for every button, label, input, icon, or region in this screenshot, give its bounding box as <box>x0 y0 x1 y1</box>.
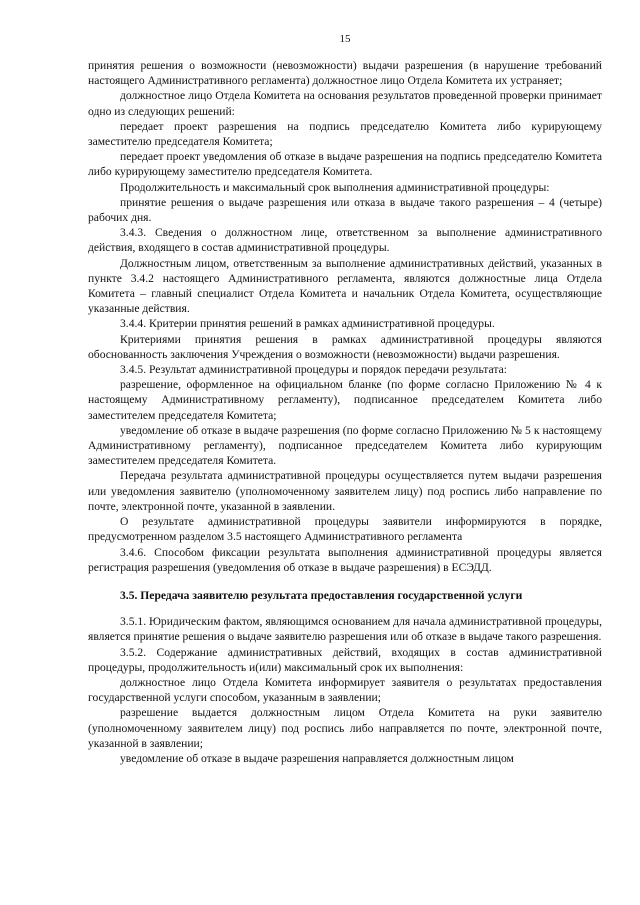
paragraph: должностное лицо Отдела Комитета информирует заявителя о результатах предоставления государственной услуги способом, указанным в заявлении; <box>88 675 602 705</box>
paragraph: принятие решения о выдаче разрешения или отказа в выдаче такого разрешения – 4 (четыре) рабочих дня. <box>88 195 602 225</box>
paragraph: разрешение выдается должностным лицом Отдела Комитета на руки заявителю (уполномоченному заявителем лицу) под роспись либо направляется по почте, электронной почте, указанной в заявлении; <box>88 706 602 750</box>
section-3-4-body <box>88 58 602 575</box>
paragraph: 3.5.2. Содержание административных действий, входящих в состав административной процедуры, продолжительность и(или) максимальный срок их выполнения: <box>88 645 602 674</box>
paragraph: Продолжительность и максимальный срок выполнения административной процедуры: <box>120 180 550 194</box>
paragraph: 3.4.3. Сведения о должностном лице, ответственном за выполнение административного действия, входящего в состав административной процедуры. <box>88 226 602 255</box>
section-heading: 3.5. Передача заявителю результата предоставления государственной услуги <box>120 588 523 602</box>
paragraph: передает проект уведомления об отказе в выдаче разрешения на подпись председателю Комитета либо курирующему заместителю председателя Комитета. <box>88 150 602 179</box>
paragraph: 3.4.6. Способом фиксации результата выполнения административной процедуры является регистрация разрешения (уведомления об отказе в выдаче разрешения) в ЕСЭДД. <box>88 545 602 574</box>
paragraph: должностное лицо Отдела Комитета на основания результатов проведенной проверки принимает одно из следующих решений: <box>88 89 602 118</box>
paragraph: уведомление об отказе в выдаче разрешения (по форме согласно Приложению № 5 к настоящему Административному регламенту), подписанное председателем Комитета либо курирующим заместителем председателя Комитета. <box>88 423 602 468</box>
paragraph: 3.5.1. Юридическим фактом, являющимся основанием для начала административной процедуры, является принятие решения о выдаче заявителю разрешения или об отказе в выдаче такого разрешения. <box>88 615 602 644</box>
paragraph: Критериями принятия решения в рамках административной процедуры являются обоснованность заключения Учреждения о возможности (невозможности) выдачи разрешения. <box>88 332 602 361</box>
section-3-5-body <box>88 614 602 766</box>
paragraph: уведомление об отказе в выдаче разрешения направляется должностным лицом <box>120 751 514 765</box>
paragraph: 3.4.4. Критерии принятия решений в рамках административной процедуры. <box>120 317 495 331</box>
paragraph: Должностным лицом, ответственным за выполнение административных действий, указанных в пункте 3.4.2 настоящего Административного регламента, являются должностные лица Отдела Комитета – главный специалист Отдела Комитета и начальник Отдела Комитета, осуществляющие указанные действия. <box>88 256 602 316</box>
paragraph: передает проект разрешения на подпись председателю Комитета либо курирующему заместителю председателя Комитета; <box>88 119 602 149</box>
paragraph: Передача результата административной процедуры осуществляется путем выдачи разрешения или уведомления заявителю (уполномоченному заявителем лицу) под роспись либо направление по почте, электронной почте, указанной в заявлении. <box>88 469 602 513</box>
page-number: 15 <box>339 33 351 45</box>
paragraph: разрешение, оформленное на официальном бланке (по форме согласно Приложению № 4 к настоящему Административному регламенту), подписанное председателем Комитета либо заместителем председателя Комитета; <box>88 378 602 422</box>
paragraph: О результате административной процедуры заявители информируются в порядке, предусмотренном разделом 3.5 настоящего Административного регламента <box>88 515 602 544</box>
paragraph: 3.4.5. Результат административной процедуры и порядок передачи результата: <box>120 363 507 377</box>
paragraph: принятия решения о возможности (невозможности) выдачи разрешения (в нарушение требований настоящего Административного регламента) должностное лицо Отдела Комитета их устраняет; <box>88 59 602 88</box>
